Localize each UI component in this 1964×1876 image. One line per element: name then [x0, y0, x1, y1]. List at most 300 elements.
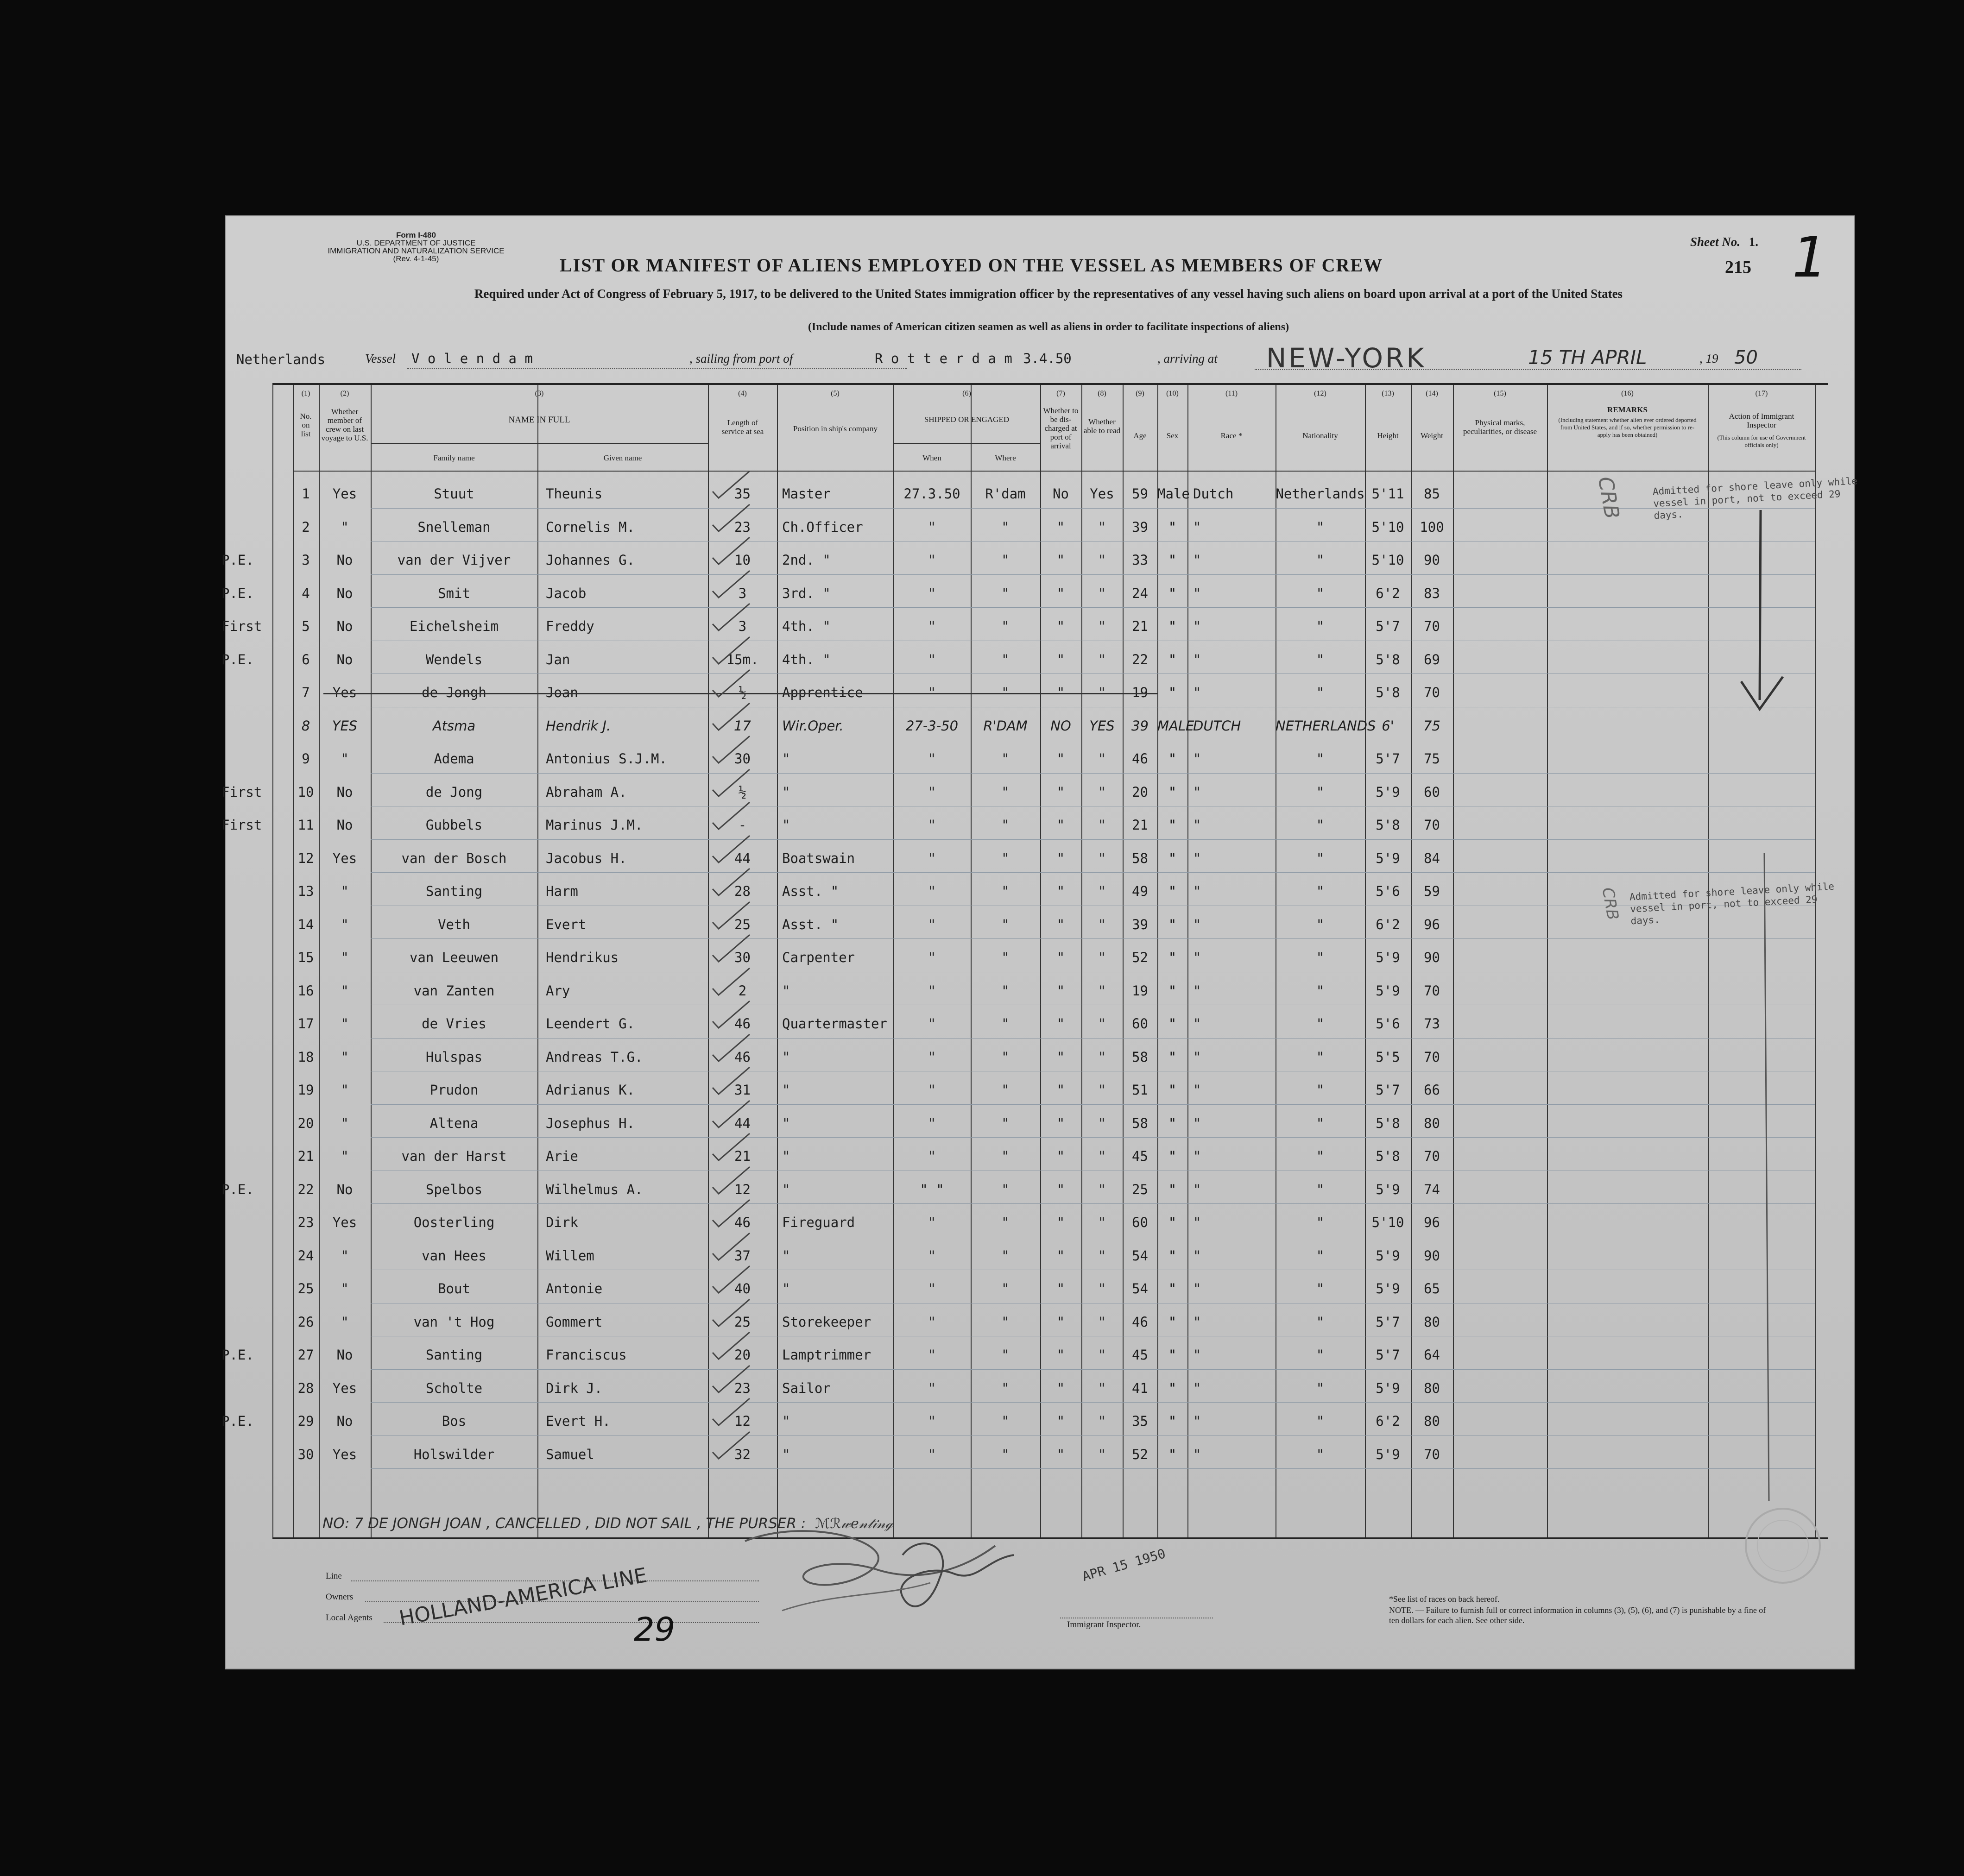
- row-shipped-when: ": [928, 1016, 936, 1032]
- check-mark-icon: [710, 866, 752, 898]
- row-able-read: ": [1098, 817, 1106, 833]
- row-able-read: ": [1098, 1115, 1106, 1131]
- row-nationality: Netherlands: [1276, 486, 1365, 502]
- row-able-read: ": [1098, 618, 1106, 634]
- row-shipped-where: ": [1001, 618, 1010, 634]
- row-sex: ": [1168, 519, 1177, 535]
- row-age: 41: [1132, 1380, 1148, 1396]
- check-mark-icon: [710, 1230, 752, 1263]
- row-weight: 70: [1424, 982, 1440, 999]
- row-given-name: Marinus J.M.: [546, 817, 643, 833]
- row-length-service: 30: [734, 950, 751, 965]
- row-position: ": [782, 1049, 790, 1065]
- row-age: 59: [1132, 486, 1148, 502]
- row-sex: ": [1168, 1148, 1177, 1164]
- row-shipped-when: ": [928, 883, 936, 899]
- row-family-name: van der Vijver: [397, 552, 511, 568]
- row-shipped-where: ": [1001, 950, 1010, 965]
- row-height: 5'7: [1376, 1082, 1400, 1098]
- row-sex: ": [1168, 751, 1177, 767]
- row-able-read: ": [1098, 1413, 1106, 1429]
- colnum-2: (2): [340, 390, 349, 397]
- table-row: [221, 775, 1828, 808]
- row-race: ": [1193, 1148, 1201, 1164]
- row-height: 5'9: [1376, 1247, 1400, 1264]
- row-age: 25: [1132, 1181, 1148, 1197]
- row-weight: 70: [1424, 685, 1440, 700]
- row-given-name: Hendrik J.: [546, 718, 611, 734]
- row-nationality: ": [1316, 519, 1325, 535]
- row-nationality: ": [1316, 1446, 1325, 1462]
- row-race: ": [1193, 618, 1201, 634]
- header-height: Height: [1377, 431, 1399, 440]
- row-weight: 70: [1424, 1049, 1440, 1065]
- form-id-block: [309, 231, 523, 263]
- row-sex: ": [1168, 1247, 1177, 1264]
- row-given-name: Theunis: [546, 486, 603, 502]
- check-mark-icon: [710, 1032, 752, 1064]
- row-length-service: 44: [734, 850, 751, 866]
- row-age: 49: [1132, 883, 1148, 899]
- row-age: 39: [1132, 519, 1148, 535]
- row-weight: 70: [1424, 618, 1440, 634]
- row-discharged: ": [1056, 784, 1065, 800]
- row-sex: ": [1168, 618, 1177, 634]
- row-shipped-when: ": [928, 1082, 936, 1098]
- check-mark-icon: [710, 767, 752, 799]
- row-shipped-where: ": [1001, 585, 1010, 601]
- row-member-last-voyage: No: [336, 552, 353, 568]
- row-race: ": [1193, 751, 1201, 767]
- row-position: ": [782, 1247, 790, 1264]
- row-discharged: ": [1056, 1314, 1065, 1330]
- row-age: 35: [1132, 1413, 1148, 1429]
- row-family-name: Smit: [438, 585, 470, 601]
- table-row: [221, 1404, 1828, 1437]
- remarks-stamp: Admitted for shore leave only while vessel in port, not to exceed 29 days.: [1629, 881, 1835, 927]
- row-discharged: ": [1056, 685, 1065, 700]
- row-length-service: 15m.: [726, 651, 759, 667]
- row-race: ": [1193, 916, 1201, 932]
- row-length-service: 31: [734, 1082, 751, 1098]
- row-member-last-voyage: ": [341, 1049, 349, 1065]
- row-weight: 73: [1424, 1016, 1440, 1032]
- row-height: 5'9: [1376, 1181, 1400, 1197]
- check-mark-icon: [710, 468, 752, 501]
- row-member-last-voyage: No: [336, 585, 353, 601]
- row-able-read: ": [1098, 1082, 1106, 1098]
- header-nationality: Nationality: [1302, 431, 1338, 440]
- colnum-13: (13): [1382, 390, 1394, 397]
- year-suffix: 50: [1734, 347, 1758, 368]
- row-number: 15: [297, 950, 314, 965]
- row-nationality: ": [1316, 1215, 1325, 1230]
- row-position: Asst. ": [782, 883, 839, 899]
- check-mark-icon: [710, 800, 752, 832]
- row-discharged: ": [1056, 817, 1065, 833]
- row-shipped-when: ": [928, 685, 936, 700]
- row-discharged: ": [1056, 1082, 1065, 1098]
- row-family-name: de Jongh: [422, 685, 486, 700]
- row-family-name: Gubbels: [425, 817, 483, 833]
- row-length-service: 2: [738, 982, 747, 999]
- form-dept: U.S. DEPARTMENT OF JUSTICE: [356, 239, 476, 247]
- row-number: 16: [297, 982, 314, 999]
- row-shipped-when: ": [928, 751, 936, 767]
- row-weight: 83: [1424, 585, 1440, 601]
- row-discharged: ": [1056, 1446, 1065, 1462]
- row-shipped-when: ": [928, 1314, 936, 1330]
- row-height: 6'2: [1376, 1413, 1400, 1429]
- header-position: Position in ship's company: [793, 424, 878, 433]
- colnum-6: (6): [962, 390, 971, 397]
- row-family-name: Oosterling: [413, 1215, 495, 1230]
- sheet-no-label: Sheet No.: [1690, 235, 1740, 249]
- row-race: ": [1193, 651, 1201, 667]
- sheet-handwritten-mark: 1: [1792, 226, 1828, 290]
- row-position: ": [782, 1115, 790, 1131]
- row-shipped-when: ": [928, 651, 936, 667]
- table-row: [221, 1338, 1828, 1371]
- row-family-name: Spelbos: [425, 1181, 483, 1197]
- colnum-14: (14): [1426, 390, 1438, 397]
- row-shipped-when: ": [928, 585, 936, 601]
- row-weight: 96: [1424, 1215, 1440, 1230]
- row-family-name: de Vries: [422, 1016, 486, 1032]
- row-race: ": [1193, 552, 1201, 568]
- row-family-name: Prudon: [429, 1082, 479, 1098]
- row-shipped-when: 27.3.50: [903, 486, 960, 502]
- remarks-initials: CRB: [1593, 475, 1624, 521]
- row-number: 24: [297, 1247, 314, 1264]
- row-shipped-where: ": [1001, 1082, 1010, 1098]
- row-number: 7: [302, 685, 310, 700]
- row-number: 13: [297, 883, 314, 899]
- row-race: ": [1193, 1016, 1201, 1032]
- row-discharged: No: [1053, 486, 1069, 502]
- row-able-read: ": [1098, 1446, 1106, 1462]
- header-physical-marks: Physical marks, peculiarities, or disease: [1463, 418, 1537, 436]
- row-family-name: Scholte: [425, 1380, 483, 1396]
- row-given-name: Gommert: [546, 1314, 603, 1330]
- row-member-last-voyage: ": [341, 883, 349, 899]
- row-race: ": [1193, 1380, 1201, 1396]
- row-member-last-voyage: ": [341, 1281, 349, 1297]
- row-age: 45: [1132, 1347, 1148, 1363]
- row-weight: 80: [1424, 1413, 1440, 1429]
- form-rev: (Rev. 4-1-45): [393, 254, 439, 263]
- page-title: LIST OR MANIFEST OF ALIENS EMPLOYED ON THE VESSEL AS MEMBERS OF CREW: [560, 255, 1383, 276]
- colnum-5: (5): [831, 390, 840, 397]
- row-shipped-where: ": [1001, 1215, 1010, 1230]
- row-shipped-where: ": [1001, 1115, 1010, 1131]
- row-race: ": [1193, 883, 1201, 899]
- row-length-service: 17: [734, 718, 751, 734]
- row-nationality: ": [1316, 817, 1325, 833]
- row-given-name: Antonie: [546, 1281, 603, 1297]
- row-nationality: ": [1316, 982, 1325, 999]
- row-age: 21: [1132, 817, 1148, 833]
- row-sex: ": [1168, 950, 1177, 965]
- check-mark-icon: [710, 1429, 752, 1461]
- row-race: ": [1193, 784, 1201, 800]
- row-margin-note: P.E.: [221, 1413, 254, 1429]
- row-position: Ch.Officer: [782, 519, 863, 535]
- header-length-service: Length of service at sea: [721, 418, 764, 436]
- row-height: 5'10: [1371, 519, 1404, 535]
- row-weight: 80: [1424, 1115, 1440, 1131]
- check-mark-icon: [710, 601, 752, 633]
- row-position: Storekeeper: [782, 1314, 871, 1330]
- row-shipped-when: ": [928, 784, 936, 800]
- check-mark-icon: [710, 1329, 752, 1362]
- row-height: 5'8: [1376, 1115, 1400, 1131]
- row-discharged: NO: [1050, 718, 1071, 734]
- header-action-note: (This column for use of Government officials only): [1717, 434, 1806, 448]
- sailing-label: , sailing from port of: [689, 352, 793, 365]
- row-nationality: ": [1316, 1181, 1325, 1197]
- row-position: ": [782, 751, 790, 767]
- row-able-read: ": [1098, 982, 1106, 999]
- row-discharged: ": [1056, 552, 1065, 568]
- row-shipped-when: ": [928, 850, 936, 866]
- row-age: 54: [1132, 1247, 1148, 1264]
- row-length-service: -: [738, 817, 747, 833]
- check-mark-icon: [710, 1064, 752, 1097]
- row-height: 5'6: [1376, 1016, 1400, 1032]
- row-weight: 59: [1424, 883, 1440, 899]
- manifest-sheet: [221, 215, 1858, 1669]
- row-age: 51: [1132, 1082, 1148, 1098]
- row-height: 5'9: [1376, 1380, 1400, 1396]
- check-mark-icon: [710, 965, 752, 998]
- row-nationality: ": [1316, 950, 1325, 965]
- row-age: 46: [1132, 1314, 1148, 1330]
- row-member-last-voyage: No: [336, 817, 353, 833]
- table-row: [272, 841, 1828, 875]
- row-number: 26: [297, 1314, 314, 1330]
- row-weight: 96: [1424, 916, 1440, 932]
- colnum-17: (17): [1755, 390, 1768, 397]
- subnote: (Include names of American citizen seamen as well as aliens in order to facilitate inspections of aliens): [808, 321, 1289, 333]
- row-family-name: Eichelsheim: [409, 618, 499, 634]
- row-shipped-where: ": [1001, 883, 1010, 899]
- row-shipped-where: R'dam: [985, 486, 1026, 502]
- row-able-read: ": [1098, 950, 1106, 965]
- row-number: 9: [302, 751, 310, 767]
- row-length-service: 20: [734, 1347, 751, 1363]
- row-weight: 70: [1424, 1148, 1440, 1164]
- header-able-read: Whether able to read: [1083, 417, 1121, 435]
- colnum-4: (4): [738, 390, 747, 397]
- row-discharged: ": [1056, 1016, 1065, 1032]
- row-discharged: ": [1056, 751, 1065, 767]
- row-given-name: Samuel: [546, 1446, 594, 1462]
- header-remarks-note: (Including statement whether alien ever ordered deported from United States, and if so, whether permission to re-apply has been obtained): [1558, 416, 1697, 438]
- row-position: Carpenter: [782, 950, 855, 965]
- row-family-name: van 't Hog: [413, 1314, 495, 1330]
- row-family-name: de Jong: [425, 784, 483, 800]
- footnote-races: *See list of races on back hereof.: [1389, 1594, 1500, 1604]
- table-row: [221, 808, 1828, 841]
- row-family-name: Santing: [425, 883, 483, 899]
- row-position: Fireguard: [782, 1215, 855, 1230]
- header-member-last-voyage: Whether member of crew on last voyage to U.S.: [321, 407, 368, 442]
- row-shipped-where: R'DAM: [983, 718, 1028, 734]
- check-mark-icon: [710, 899, 752, 932]
- row-weight: 84: [1424, 850, 1440, 866]
- table-row: [272, 1205, 1828, 1239]
- row-given-name: Jacobus H.: [546, 850, 627, 866]
- row-nationality: ": [1316, 1347, 1325, 1363]
- colnum-3: (3): [535, 390, 544, 397]
- row-sex: ": [1168, 651, 1177, 667]
- row-nationality: ": [1316, 751, 1325, 767]
- row-shipped-when: ": [928, 1148, 936, 1164]
- row-number: 27: [297, 1347, 314, 1363]
- row-race: ": [1193, 817, 1201, 833]
- row-shipped-where: ": [1001, 519, 1010, 535]
- row-sex: ": [1168, 1347, 1177, 1363]
- row-shipped-where: ": [1001, 1016, 1010, 1032]
- row-number: 12: [297, 850, 314, 866]
- row-nationality: ": [1316, 1082, 1325, 1098]
- table-row: [272, 1272, 1828, 1305]
- row-member-last-voyage: Yes: [332, 486, 357, 502]
- row-number: 1: [302, 486, 310, 502]
- row-able-read: ": [1098, 784, 1106, 800]
- remarks-initials: CRB: [1598, 886, 1623, 922]
- row-member-last-voyage: ": [341, 1247, 349, 1264]
- row-nationality: ": [1316, 1049, 1325, 1065]
- row-sex: ": [1168, 817, 1177, 833]
- header-race: Race *: [1220, 431, 1243, 440]
- row-height: 5'8: [1376, 1148, 1400, 1164]
- row-sex: ": [1168, 1413, 1177, 1429]
- row-able-read: ": [1098, 1314, 1106, 1330]
- row-member-last-voyage: ": [341, 950, 349, 965]
- row-shipped-where: ": [1001, 1049, 1010, 1065]
- row-nationality: ": [1316, 1314, 1325, 1330]
- row-given-name: Wilhelmus A.: [546, 1181, 643, 1197]
- row-able-read: YES: [1089, 718, 1115, 734]
- row-number: 6: [302, 651, 310, 667]
- row-weight: 65: [1424, 1281, 1440, 1297]
- row-member-last-voyage: No: [336, 1181, 353, 1197]
- row-margin-note: P.E.: [221, 651, 254, 667]
- row-family-name: Snelleman: [417, 519, 491, 535]
- footer-owners-label: Owners: [326, 1592, 354, 1602]
- row-family-name: van der Bosch: [401, 850, 507, 866]
- row-height: 5'8: [1376, 685, 1400, 700]
- row-weight: 60: [1424, 784, 1440, 800]
- row-family-name: Veth: [438, 916, 470, 932]
- row-weight: 74: [1424, 1181, 1440, 1197]
- row-sex: ": [1168, 1380, 1177, 1396]
- row-weight: 85: [1424, 486, 1440, 502]
- row-nationality: ": [1316, 1016, 1325, 1032]
- row-age: 21: [1132, 618, 1148, 634]
- row-given-name: Antonius S.J.M.: [546, 751, 667, 767]
- row-nationality: ": [1316, 618, 1325, 634]
- row-member-last-voyage: No: [336, 1413, 353, 1429]
- row-weight: 70: [1424, 817, 1440, 833]
- table-row: [272, 742, 1828, 775]
- row-length-service: 40: [734, 1281, 751, 1297]
- row-given-name: Jan: [546, 651, 570, 667]
- row-discharged: ": [1056, 1148, 1065, 1164]
- row-sex: MALE: [1157, 718, 1194, 734]
- row-able-read: ": [1098, 751, 1106, 767]
- row-age: 19: [1132, 685, 1148, 700]
- row-length-service: 37: [734, 1247, 751, 1264]
- row-sex: ": [1168, 883, 1177, 899]
- table-row: [272, 675, 1828, 709]
- row-age: 39: [1131, 718, 1149, 734]
- row-race: Dutch: [1193, 486, 1234, 502]
- row-able-read: ": [1098, 552, 1106, 568]
- row-number: 4: [302, 585, 310, 601]
- row-position: ": [782, 1082, 790, 1098]
- row-member-last-voyage: ": [341, 1148, 349, 1164]
- row-position: Wir.Oper.: [782, 718, 844, 734]
- sailing-port: R o t t e r d a m: [875, 351, 1012, 366]
- row-member-last-voyage: Yes: [332, 685, 357, 700]
- row-family-name: Stuut: [434, 486, 474, 502]
- row-shipped-where: ": [1001, 751, 1010, 767]
- footer-line-label: Line: [326, 1571, 342, 1581]
- row-shipped-when: " ": [920, 1181, 944, 1197]
- flag-country: Netherlands: [236, 352, 326, 367]
- seal-stamp-icon: [1737, 1499, 1829, 1592]
- row-margin-note: P.E.: [221, 585, 254, 601]
- row-family-name: van Hees: [422, 1247, 486, 1264]
- table-row: [272, 1437, 1828, 1471]
- row-given-name: Andreas T.G.: [546, 1049, 643, 1065]
- vessel-name: V o l e n d a m: [411, 351, 533, 366]
- row-sex: ": [1168, 1314, 1177, 1330]
- row-race: ": [1193, 585, 1201, 601]
- row-height: 5'7: [1376, 1347, 1400, 1363]
- row-shipped-when: 27-3-50: [905, 718, 959, 734]
- row-length-service: 32: [734, 1446, 751, 1462]
- row-discharged: ": [1056, 618, 1065, 634]
- row-sex: ": [1168, 1016, 1177, 1032]
- header-name-in-full: NAME IN FULL: [508, 415, 570, 425]
- row-sex: ": [1168, 916, 1177, 932]
- row-race: ": [1193, 685, 1201, 700]
- row-shipped-where: ": [1001, 1347, 1010, 1363]
- row-family-name: Wendels: [425, 651, 483, 667]
- check-mark-icon: [710, 502, 752, 534]
- form-service: IMMIGRATION AND NATURALIZATION SERVICE: [328, 246, 505, 255]
- row-age: 58: [1132, 850, 1148, 866]
- row-sex: ": [1168, 552, 1177, 568]
- row-able-read: Yes: [1090, 486, 1114, 502]
- table-row: [272, 1073, 1828, 1106]
- row-given-name: Ary: [546, 982, 570, 999]
- row-age: 45: [1132, 1148, 1148, 1164]
- row-position: ": [782, 784, 790, 800]
- crew-table: [221, 383, 1858, 1539]
- row-nationality: ": [1316, 784, 1325, 800]
- check-mark-icon: [710, 1297, 752, 1329]
- row-shipped-where: ": [1001, 685, 1010, 700]
- row-race: ": [1193, 519, 1201, 535]
- colnum-16: (16): [1621, 390, 1634, 397]
- row-member-last-voyage: ": [341, 519, 349, 535]
- row-race: ": [1193, 1247, 1201, 1264]
